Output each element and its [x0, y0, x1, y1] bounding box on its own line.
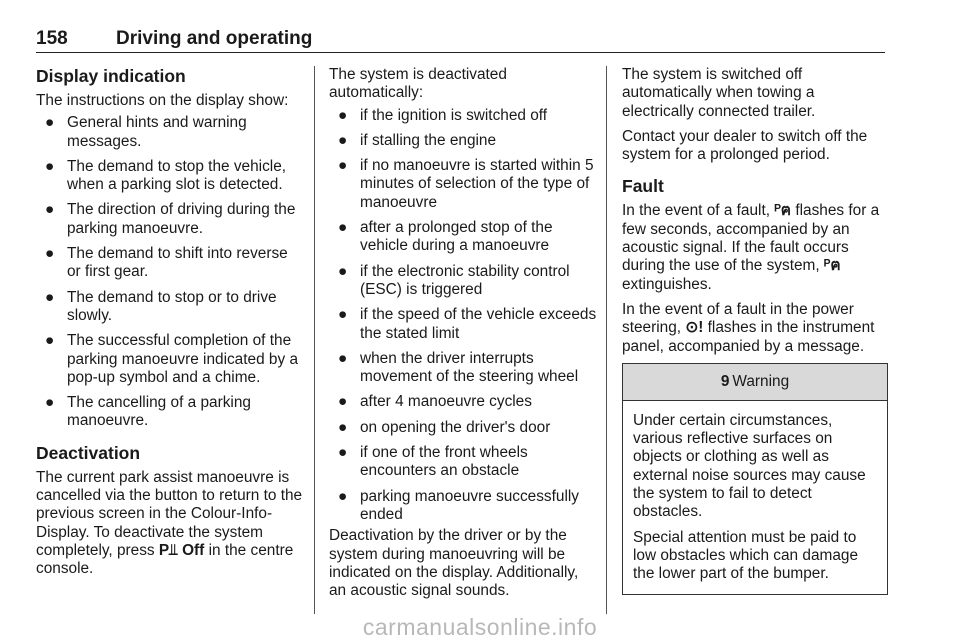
list-item-text: if the speed of the vehicle exceeds the stated limit	[360, 306, 597, 342]
column-3	[622, 66, 888, 595]
heading-deactivation: Deactivation	[36, 442, 141, 463]
list-item-text: if no manoeuvre is started within 5 minutes of selection of the type of manoeuvre	[360, 157, 594, 211]
warning-icon: 9	[720, 372, 730, 390]
fault-text: flashes in the instrument panel, accompanied by a message.	[622, 319, 875, 355]
warning-header	[623, 364, 887, 401]
page-title: Driving and operating	[116, 28, 313, 49]
bullet: ●	[45, 114, 55, 132]
list-item	[329, 350, 597, 387]
list-item	[329, 263, 597, 300]
fault-text: In the event of a fault in the power steering,	[622, 300, 854, 337]
deactivation-text: The current park assist manoeuvre is cancelled via the button to return to the previous screen in the Colour-Info-Display. To deactivate the system completely, press	[36, 468, 303, 559]
list-item	[329, 107, 597, 125]
park-assist-icon: ᴾฅ	[774, 202, 792, 220]
warning-title: Warning	[732, 372, 790, 390]
list-item-text: The cancelling of a parking manoeuvre.	[67, 394, 251, 430]
list-item-text: General hints and warning messages.	[67, 114, 247, 150]
list-item	[329, 219, 597, 256]
list-item-text: on opening the driver's door	[360, 418, 551, 436]
bullet: ●	[338, 157, 348, 175]
list-item	[329, 132, 597, 150]
warning-text: Under certain circumstances, various reflective surfaces on objects or clothing as well as external noise sources may cause the system to fail to detect obstacles.	[633, 411, 866, 521]
list-item-text: after 4 manoeuvre cycles	[360, 393, 532, 411]
bullet: ●	[338, 418, 348, 436]
trailer-paragraph: The system is switched off automatically when towing a electrically connected trailer.	[622, 66, 816, 120]
bullet: ●	[338, 349, 348, 367]
bullet: ●	[45, 332, 55, 350]
power-steering-fault-paragraph	[622, 301, 888, 356]
steering-warning-icon: ⊙!	[685, 319, 704, 337]
list-item	[329, 488, 597, 525]
list-item	[36, 289, 304, 326]
bullet: ●	[338, 487, 348, 505]
list-item-text: The demand to stop the vehicle, when a parking slot is detected.	[67, 157, 287, 194]
list-item-text: if one of the front wheels encounters an obstacle	[360, 444, 528, 480]
list-item-text: The demand to shift into reverse or first gear.	[67, 245, 288, 281]
list-item-text: The direction of driving during the parking manoeuvre.	[67, 201, 296, 237]
list-item	[329, 419, 597, 437]
bullet: ●	[338, 393, 348, 411]
list-item-text: when the driver interrupts movement of the steering wheel	[360, 349, 579, 386]
list-item	[36, 245, 304, 282]
column-1	[36, 66, 304, 586]
list-item-text: after a prolonged stop of the vehicle during a manoeuvre	[360, 219, 553, 255]
list-item	[36, 158, 304, 195]
page-number: 158	[36, 28, 68, 49]
column-2	[329, 66, 597, 607]
bullet: ●	[338, 131, 348, 149]
bullet: ●	[338, 219, 348, 237]
bullet: ●	[45, 157, 55, 175]
list-item-text: The successful completion of the parking manoeuvre indicated by a pop-up symbol and a chime.	[67, 332, 299, 386]
park-assist-icon: ᴾฅ	[823, 257, 841, 275]
bullet: ●	[338, 444, 348, 462]
bullet: ●	[338, 262, 348, 280]
heading-fault: Fault	[622, 176, 664, 197]
bullet: ●	[45, 245, 55, 263]
deactivation-paragraph	[36, 469, 304, 579]
display-intro: The instructions on the display show:	[36, 92, 289, 109]
auto-deactivation-list	[329, 107, 597, 525]
bullet: ●	[45, 288, 55, 306]
list-item	[329, 393, 597, 411]
warning-box	[622, 363, 888, 595]
list-item	[36, 332, 304, 387]
display-list	[36, 114, 304, 430]
deactivation-notice: Deactivation by the driver or by the system during manoeuvring will be indicated on the display. Additionally, an acoustic signal sounds.	[329, 527, 579, 600]
list-item-text: if the electronic stability control (ESC) is triggered	[360, 262, 570, 298]
auto-deactivation-intro: The system is deactivated automatically:	[329, 66, 507, 102]
bullet: ●	[338, 106, 348, 124]
list-item	[36, 114, 304, 151]
page-header	[36, 26, 885, 53]
list-item-text: if stalling the engine	[360, 131, 497, 149]
heading-display-indication: Display indication	[36, 66, 186, 86]
bullet: ●	[45, 201, 55, 219]
fault-text: extinguishes.	[622, 275, 712, 293]
list-item-text: if the ignition is switched off	[360, 106, 548, 124]
fault-text: In the event of a fault,	[622, 202, 775, 220]
warning-text: Special attention must be paid to low obstacles which can damage the lower part of the bumper.	[633, 528, 858, 583]
column-divider	[606, 66, 607, 614]
park-assist-off-icon: P⫫ Off	[158, 541, 205, 559]
bullet: ●	[338, 306, 348, 324]
bullet: ●	[45, 394, 55, 412]
list-item	[36, 201, 304, 238]
list-item-text: The demand to stop or to drive slowly.	[67, 288, 277, 324]
fault-paragraph	[622, 202, 888, 293]
list-item	[36, 394, 304, 431]
deactivation-text-end: in the centre console.	[36, 541, 294, 578]
list-item	[329, 444, 597, 481]
dealer-paragraph: Contact your dealer to switch off the system for a prolonged period.	[622, 127, 868, 164]
fault-text: flashes for a few seconds, accompanied by an acoustic signal. If the fault occurs during the use of the system,	[622, 202, 880, 275]
list-item-text: parking manoeuvre successfully ended	[360, 487, 579, 523]
list-item	[329, 157, 597, 212]
warning-body	[623, 401, 887, 594]
column-divider	[314, 66, 315, 614]
list-item	[329, 306, 597, 343]
watermark: carmanualsonline.info	[362, 614, 598, 640]
